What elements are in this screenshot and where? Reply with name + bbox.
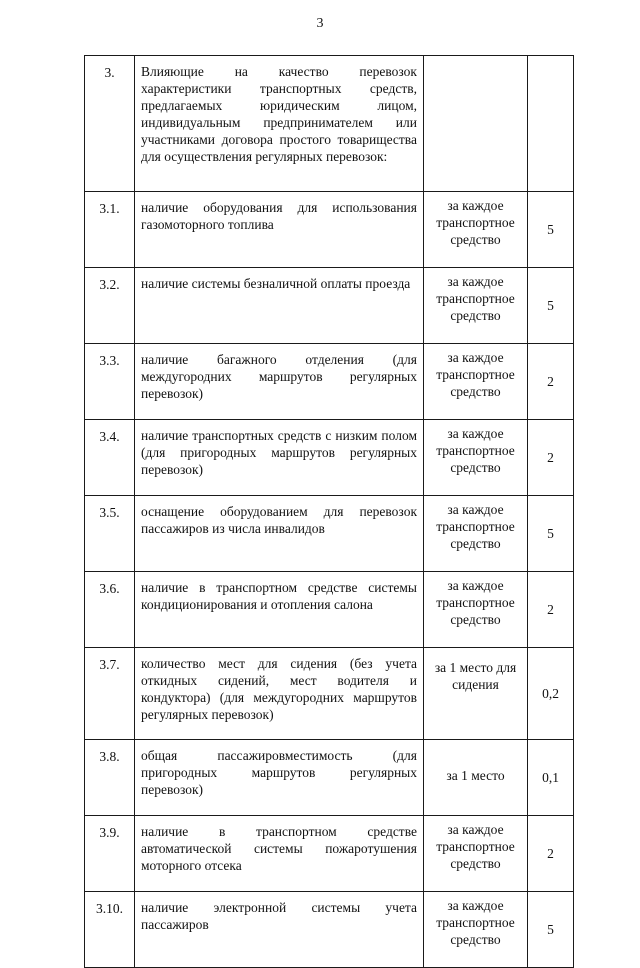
table-row [85, 268, 574, 344]
row-unit: за каждое транспортное средство [424, 192, 528, 268]
table-row [85, 572, 574, 648]
row-number: 3.1. [85, 192, 135, 268]
row-unit: за каждое транспортное средство [424, 892, 528, 968]
row-description: наличие багажного отделения (для междугородних маршрутов регулярных перевозок) [135, 344, 424, 420]
table-row [85, 648, 574, 740]
row-unit-text: за 1 место [446, 768, 505, 783]
row-score: 2 [528, 816, 574, 892]
row-description: наличие оборудования для использования газомоторного топлива [135, 192, 424, 268]
row-unit-text: за 1 место для сидения [434, 660, 517, 692]
row-number: 3. [85, 56, 135, 192]
row-score: 2 [528, 420, 574, 496]
row-score: 0,1 [528, 740, 574, 816]
row-description: наличие в транспортном средстве системы кондиционирования и отопления салона [135, 572, 424, 648]
row-number: 3.7. [85, 648, 135, 740]
row-score: 2 [528, 572, 574, 648]
row-number: 3.6. [85, 572, 135, 648]
table-row [85, 192, 574, 268]
row-unit [424, 56, 528, 192]
row-score: 5 [528, 496, 574, 572]
row-score: 2 [528, 344, 574, 420]
row-unit [424, 648, 528, 740]
table-row [85, 496, 574, 572]
table-row [85, 56, 574, 192]
row-unit [424, 740, 528, 816]
row-score [528, 56, 574, 192]
criteria-table [84, 55, 574, 968]
row-number: 3.10. [85, 892, 135, 968]
row-description: наличие транспортных средств с низким полом (для пригородных маршрутов регулярных перевозок) [135, 420, 424, 496]
row-description: оснащение оборудованием для перевозок пассажиров из числа инвалидов [135, 496, 424, 572]
row-description: Влияющие на качество перевозок характеристики транспортных средств, предлагаемых юридическим лицом, индивидуальным предпринимателем или участниками договора простого товарищества для осуществления регулярных перевозок: [135, 56, 424, 192]
row-number: 3.5. [85, 496, 135, 572]
row-description: наличие в транспортном средстве автоматической системы пожаротушения моторного отсека [135, 816, 424, 892]
row-unit: за каждое транспортное средство [424, 268, 528, 344]
row-score: 5 [528, 892, 574, 968]
row-number: 3.4. [85, 420, 135, 496]
table-row [85, 344, 574, 420]
row-number: 3.3. [85, 344, 135, 420]
page-number: 3 [316, 16, 324, 31]
row-score: 5 [528, 268, 574, 344]
row-unit: за каждое транспортное средство [424, 496, 528, 572]
row-unit: за каждое транспортное средство [424, 572, 528, 648]
table-row [85, 420, 574, 496]
row-unit: за каждое транспортное средство [424, 816, 528, 892]
table-row [85, 740, 574, 816]
table-row [85, 816, 574, 892]
row-unit: за каждое транспортное средство [424, 344, 528, 420]
row-score: 0,2 [528, 648, 574, 740]
row-number: 3.2. [85, 268, 135, 344]
row-score: 5 [528, 192, 574, 268]
row-description: наличие системы безналичной оплаты проезда [135, 268, 424, 344]
row-description: наличие электронной системы учета пассажиров [135, 892, 424, 968]
row-description: общая пассажировместимость (для пригородных маршрутов регулярных перевозок) [135, 740, 424, 816]
table-row [85, 892, 574, 968]
row-description: количество мест для сидения (без учета откидных сидений, мест водителя и кондуктора) (для междугородних маршрутов регулярных перевозок) [135, 648, 424, 740]
row-unit: за каждое транспортное средство [424, 420, 528, 496]
row-number: 3.8. [85, 740, 135, 816]
row-number: 3.9. [85, 816, 135, 892]
